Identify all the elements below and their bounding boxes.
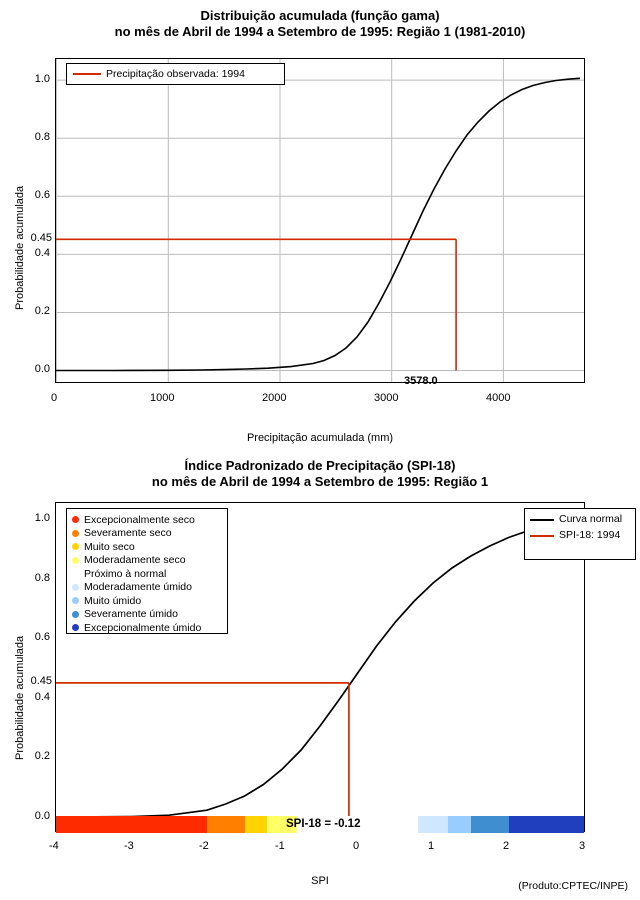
top-x-axis-label: Precipitação acumulada (mm) [246,432,394,444]
legend-label: SPI-18: 1994 [559,528,621,541]
spi-seg-muito-seco [245,816,268,833]
top-chart-title [0,8,640,40]
bottom-x-axis-label: SPI [311,875,329,887]
legend-item-muito-seco [72,540,222,554]
top-xtick-3: 3000 [374,392,399,404]
bottom-chart-title-line2: no mês de Abril de 1994 a Setembro de 1995: Região 1 [151,474,489,489]
legend-item-exc-umido [72,621,222,635]
legend-item-sev-seco [72,527,222,541]
legend-label: Severamente úmido [84,608,178,621]
color-swatch-icon [72,597,79,604]
color-swatch-icon [72,624,79,631]
legend-label: Muito úmido [84,594,142,607]
bottom-xtick-3: -1 [275,840,285,852]
bottom-xtick-1: -3 [124,840,134,852]
bottom-xtick-2: -2 [199,840,209,852]
bottom-ytick-4: 0.8 [34,572,50,584]
top-xtick-4: 4000 [486,392,511,404]
top-xtick-0: 0 [51,392,58,404]
spi-seg-exc-seco [56,816,207,833]
observed-precip-marker [56,239,456,370]
top-plot-area [55,58,585,383]
spi-seg-muito-umido [448,816,471,833]
color-swatch-icon [72,570,79,577]
top-y-axis-label: Probabilidade acumulada [14,185,26,310]
legend-label: Curva normal [559,513,623,525]
top-legend [66,63,285,85]
bottom-xtick-5: 1 [428,840,435,852]
legend-item-proximo-normal [72,567,222,581]
legend-item-mod-seco [72,554,222,568]
legend-label: Excepcionalmente seco [84,513,195,526]
top-ytick-1: 0.2 [34,305,50,317]
color-swatch-icon [72,516,79,523]
top-legend-row-observed [67,64,284,80]
top-legend-label: Precipitação observada: 1994 [106,68,245,80]
legend-label: Moderadamente úmido [84,581,192,594]
spi-curve-legend [524,508,636,560]
spi-seg-mod-umido [418,816,448,833]
color-swatch-icon [72,584,79,591]
bottom-chart-title [0,458,640,490]
bottom-ytick-1: 0.2 [34,750,50,762]
black-line-icon [530,519,554,521]
top-ytick-0: 0.0 [34,363,50,375]
bottom-ytick-0: 0.0 [34,810,50,822]
color-swatch-icon [72,557,79,564]
legend-item-sev-umido [72,608,222,622]
legend-item-curva-normal [530,514,630,526]
legend-label: Moderadamente seco [84,554,186,567]
spi-seg-sev-seco [207,816,245,833]
spi-chart-panel [0,450,640,900]
spi-seg-exc-umido [509,816,584,833]
bottom-chart-title-line1: Índice Padronizado de Precipitação (SPI-18) [184,458,456,473]
spi-classification-legend [66,508,228,634]
bottom-xtick-4: 0 [353,840,360,852]
gamma-cdf-curve [56,78,580,370]
top-plot-svg [56,59,584,382]
legend-item-muito-umido [72,594,222,608]
top-xtick-1: 1000 [150,392,175,404]
legend-item-spi-1994 [530,530,630,542]
product-credit: (Produto:CPTEC/INPE) [518,880,628,892]
top-ytick-5: 1.0 [34,73,50,85]
top-chart-title-line1: Distribuição acumulada (função gama) [200,8,440,23]
spi-seg-sev-umido [471,816,509,833]
bottom-prob-label: 0.45 [30,675,52,687]
legend-item-mod-umido [72,581,222,595]
color-swatch-icon [72,611,79,618]
color-swatch-icon [72,530,79,537]
color-swatch-icon [72,543,79,550]
bottom-xtick-0: -4 [49,840,59,852]
top-ytick-2: 0.4 [34,247,50,259]
bottom-xtick-6: 2 [503,840,510,852]
legend-label: Muito seco [84,540,135,553]
legend-label: Excepcionalmente úmido [84,621,202,634]
top-chart-title-line2: no mês de Abril de 1994 a Setembro de 1995: Região 1 (1981-2010) [114,24,526,39]
spi-value-annotation: SPI-18 = -0.12 [286,818,361,830]
bottom-y-axis-label: Probabilidade acumulada [14,635,26,760]
spi-marker [56,683,349,817]
legend-label: Próximo à normal [84,567,167,580]
bottom-ytick-3: 0.6 [34,631,50,643]
bottom-ytick-2: 0.4 [34,691,50,703]
red-line-icon [73,73,101,75]
top-xtick-2: 2000 [262,392,287,404]
top-ytick-4: 0.8 [34,131,50,143]
top-prob-label: 0.45 [30,232,52,244]
legend-label: Severamente seco [84,527,172,540]
top-ytick-3: 0.6 [34,189,50,201]
legend-item-exc-seco [72,513,222,527]
bottom-xtick-7: 3 [579,840,586,852]
observed-precip-value: 3578.0 [404,375,438,387]
bottom-ytick-5: 1.0 [34,512,50,524]
red-line-icon [530,535,554,537]
